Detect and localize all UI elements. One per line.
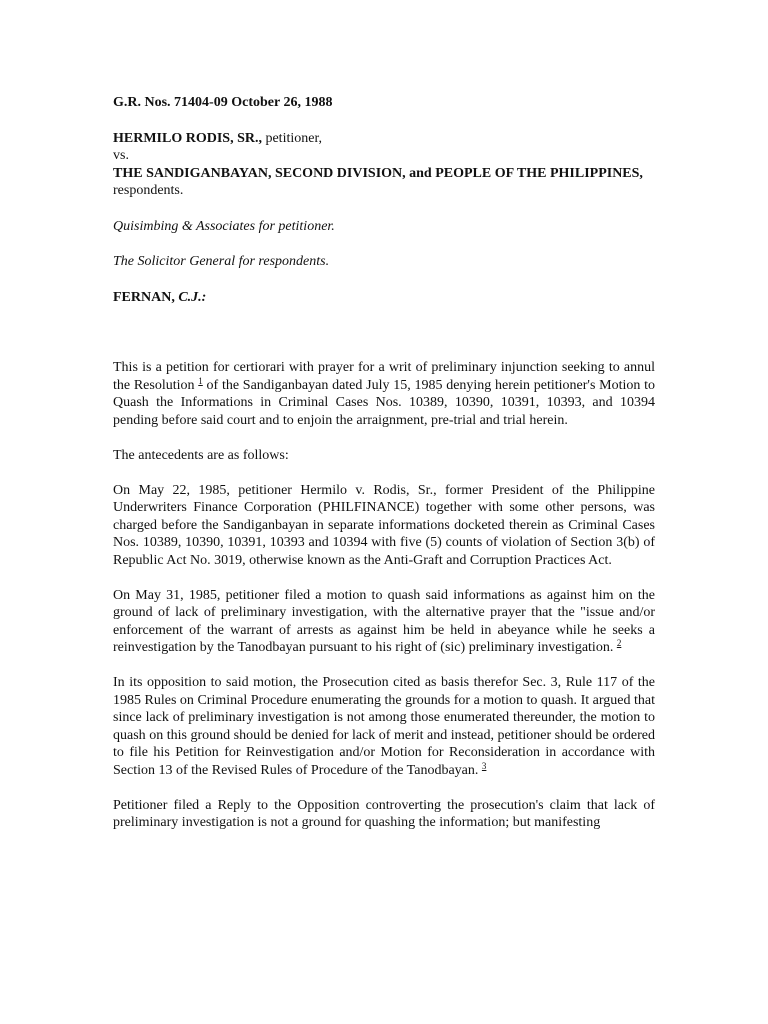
- respondents-counsel: The Solicitor General for respondents.: [113, 254, 330, 269]
- footnote-link-2[interactable]: 2: [616, 638, 622, 648]
- paragraph-1: [113, 359, 655, 429]
- footnote-link-1[interactable]: 1: [198, 375, 203, 386]
- paragraph-5-text: In its opposition to said motion, the Prosecution cited as basis therefor Sec. 3, Rule 117 of the 1985 Rules on Criminal Procedure enumerating the grounds for a motion to quash. It argued that since lack of preliminary investigation is not among those enumerated thereunder, the motion to quash on this ground should be denied for lack of merit and instead, petitioner should be ordered to file his Petition for Reinvestigation and/or Motion for Reconsideration in accordance with Section 13 of the Revised Rules of Procedure of the Tanodbayan.: [113, 675, 655, 778]
- paragraph-3: On May 22, 1985, petitioner Hermilo v. Rodis, Sr., former President of the Philippine Underwriters Finance Corporation (PHILFINANCE) together with some other persons, was charged before the Sandiganbayan in separate informations docketed therein as Criminal Cases Nos. 10389, 10390, 10391, 10393 and 10394 with five (5) counts of violation of Section 3(b) of Republic Act No. 3019, otherwise known as the Anti-Graft and Corruption Practices Act.: [113, 482, 655, 568]
- petitioner-role: petitioner,: [265, 130, 323, 146]
- paragraph-4: [113, 587, 655, 657]
- respondents-role: respondents.: [113, 183, 184, 198]
- respondents-line: [113, 165, 655, 200]
- paragraph-1-text-b: of the Sandiganbayan dated July 15, 1985 denying herein petitioner's Motion to Quash the Informations in Criminal Cases Nos. 10389, 10390, 10391, 10393, and 10394 pending before said court and to enjoin the arraignment, pre-trial and trial herein.: [113, 377, 656, 428]
- petitioner-line: [113, 130, 655, 148]
- footnote-link-3[interactable]: 3: [481, 760, 487, 771]
- paragraph-4-text: On May 31, 1985, petitioner filed a motion to quash said informations as against him on the ground of lack of preliminary investigation, with the alternative prayer that the "issue and/or enforcement of the warrant of arrests as against him be held in abeyance while he seeks a reinvestigation by the Tanodbayan pursuant to his right of (sic) preliminary investigation.: [113, 587, 655, 655]
- ponente-title: C.J.:: [178, 289, 207, 305]
- document-page: [113, 94, 655, 849]
- paragraph-2: The antecedents are as follows:: [113, 447, 289, 463]
- petitioner-counsel: Quisimbing & Associates for petitioner.: [113, 218, 335, 234]
- paragraph-6: Petitioner filed a Reply to the Opposition controverting the prosecution's claim that lack of preliminary investigation is not a ground for quashing the information; but manifesting: [113, 797, 655, 830]
- ponente-name: FERNAN,: [113, 289, 175, 305]
- paragraph-5: [113, 674, 655, 779]
- paragraph-1-text-a: This is a petition for certiorari with prayer for a writ of preliminary injunction seeking to annul the Resolution: [113, 360, 655, 393]
- petitioner-name: HERMILO RODIS, SR.,: [113, 130, 262, 146]
- respondents-name: THE SANDIGANBAYAN, SECOND DIVISION, and PEOPLE OF THE PHILIPPINES,: [113, 165, 643, 181]
- versus-label: vs.: [113, 148, 129, 163]
- ponente-line: [113, 289, 655, 307]
- case-title: G.R. Nos. 71404-09 October 26, 1988: [113, 95, 333, 110]
